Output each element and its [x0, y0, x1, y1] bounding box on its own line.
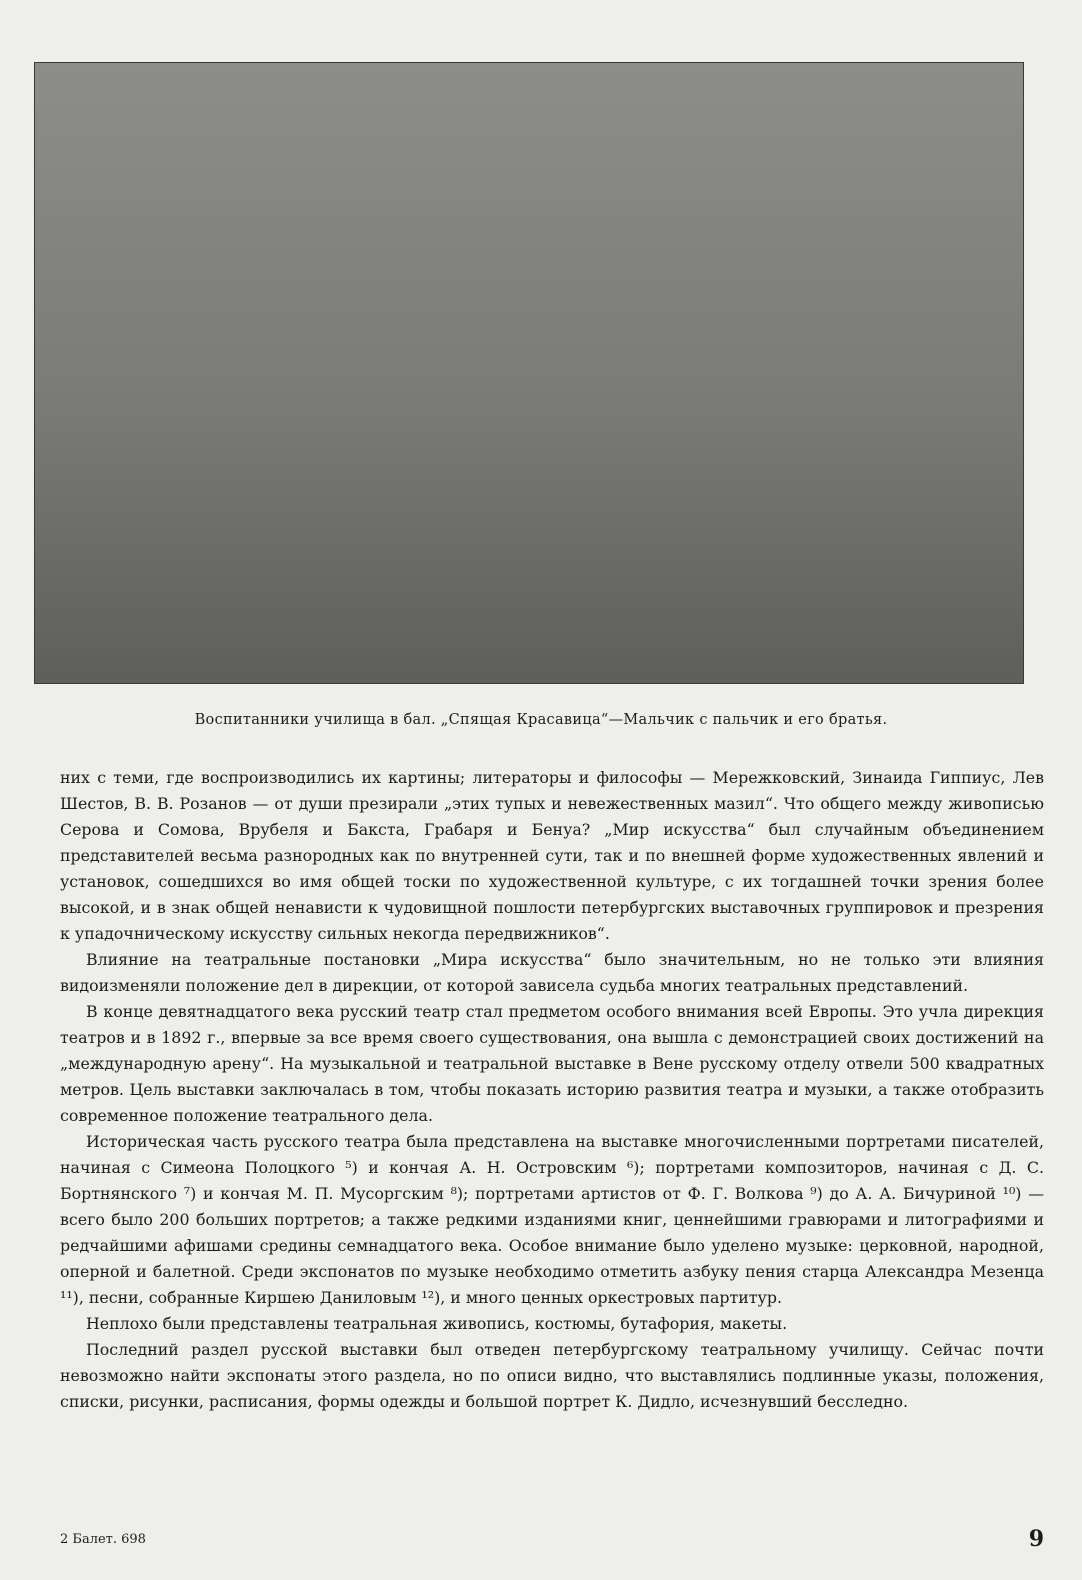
paragraph: них с теми, где воспроизводились их картины; литераторы и философы — Мережковский, Зинаида Гиппиус, Лев Шестов, В. В. Розанов — от души презирали „этих тупых и невежественных мазил“. Что общего между живописью Серова и Сомова, Врубеля и Бакста, Грабаря и Бенуа? „Мир искусства“ был случайным объединением представителей весьма разнородных как по внутренней сути, так и по внешней форме художественных явлений и установок, сошедшихся во имя общей тоски по художественной культуре, с их тогдашней точки зрения более высокой, и в знак общей ненависти к чудовищной пошлости петербургских выставочных группировок и презрения к упадочническому искусству сильных некогда передвижников“. [60, 768, 1044, 943]
paragraph: Последний раздел русской выставки был отведен петербургскому театральному училищу. Сейчас почти невозможно найти экспонаты этого раздела, но по описи видно, что выставлялись подлинные указы, положения, списки, рисунки, расписания, формы одежды и большой портрет К. Дидло, исчезнувший бесследно. [60, 1340, 1044, 1411]
page-number: 9 [1028, 1526, 1044, 1552]
photo-caption: Воспитанники училища в бал. „Спящая Красавица“—Мальчик с пальчик и его братья. [194, 712, 888, 728]
paragraph: Историческая часть русского театра была представлена на выставке многочисленными портретами писателей, начиная с Симеона Полоцкого ⁵) и кончая А. Н. Островским ⁶); портретами композиторов, начиная с Д. С. Бортнянского ⁷) и кончая М. П. Мусоргским ⁸); портретами артистов от Ф. Г. Волкова ⁹) до А. А. Бичуриной ¹⁰) — всего было 200 больших портретов; а также редкими изданиями книг, ценнейшими гравюрами и литографиями и редчайшими афишами средины семнадцатого века. Особое внимание было уделено музыке: церковной, народной, оперной и балетной. Среди экспонатов по музыке необходимо отметить азбуку пения старца Александра Мезенца ¹¹), песни, собранные Киршею Даниловым ¹²), и много ценных оркестровых партитур. [60, 1132, 1044, 1307]
ballet-photograph [34, 62, 1024, 684]
paragraph: В конце девятнадцатого века русский театр стал предметом особого внимания всей Европы. Это учла дирекция театров и в 1892 г., впервые за все время своего существования, она вышла с демонстрацией своих достижений на „международную арену“. На музыкальной и театральной выставке в Вене русскому отделу отвели 500 квадратных метров. Цель выставки заключалась в том, чтобы показать историю развития театра и музыки, а также отобразить современное положение театрального дела. [60, 1002, 1044, 1125]
article-body [60, 765, 1044, 1415]
page-footer [60, 1526, 1044, 1558]
paragraph: Неплохо были представлены театральная живопись, костюмы, бутафория, макеты. [86, 1314, 788, 1333]
paragraph: Влияние на театральные постановки „Мира искусства“ было значительным, но не только эти влияния видоизменяли положение дел в дирекции, от которой зависела судьба многих театральных представлений. [60, 950, 1044, 995]
printer-signature: 2 Балет. 698 [60, 1532, 146, 1547]
